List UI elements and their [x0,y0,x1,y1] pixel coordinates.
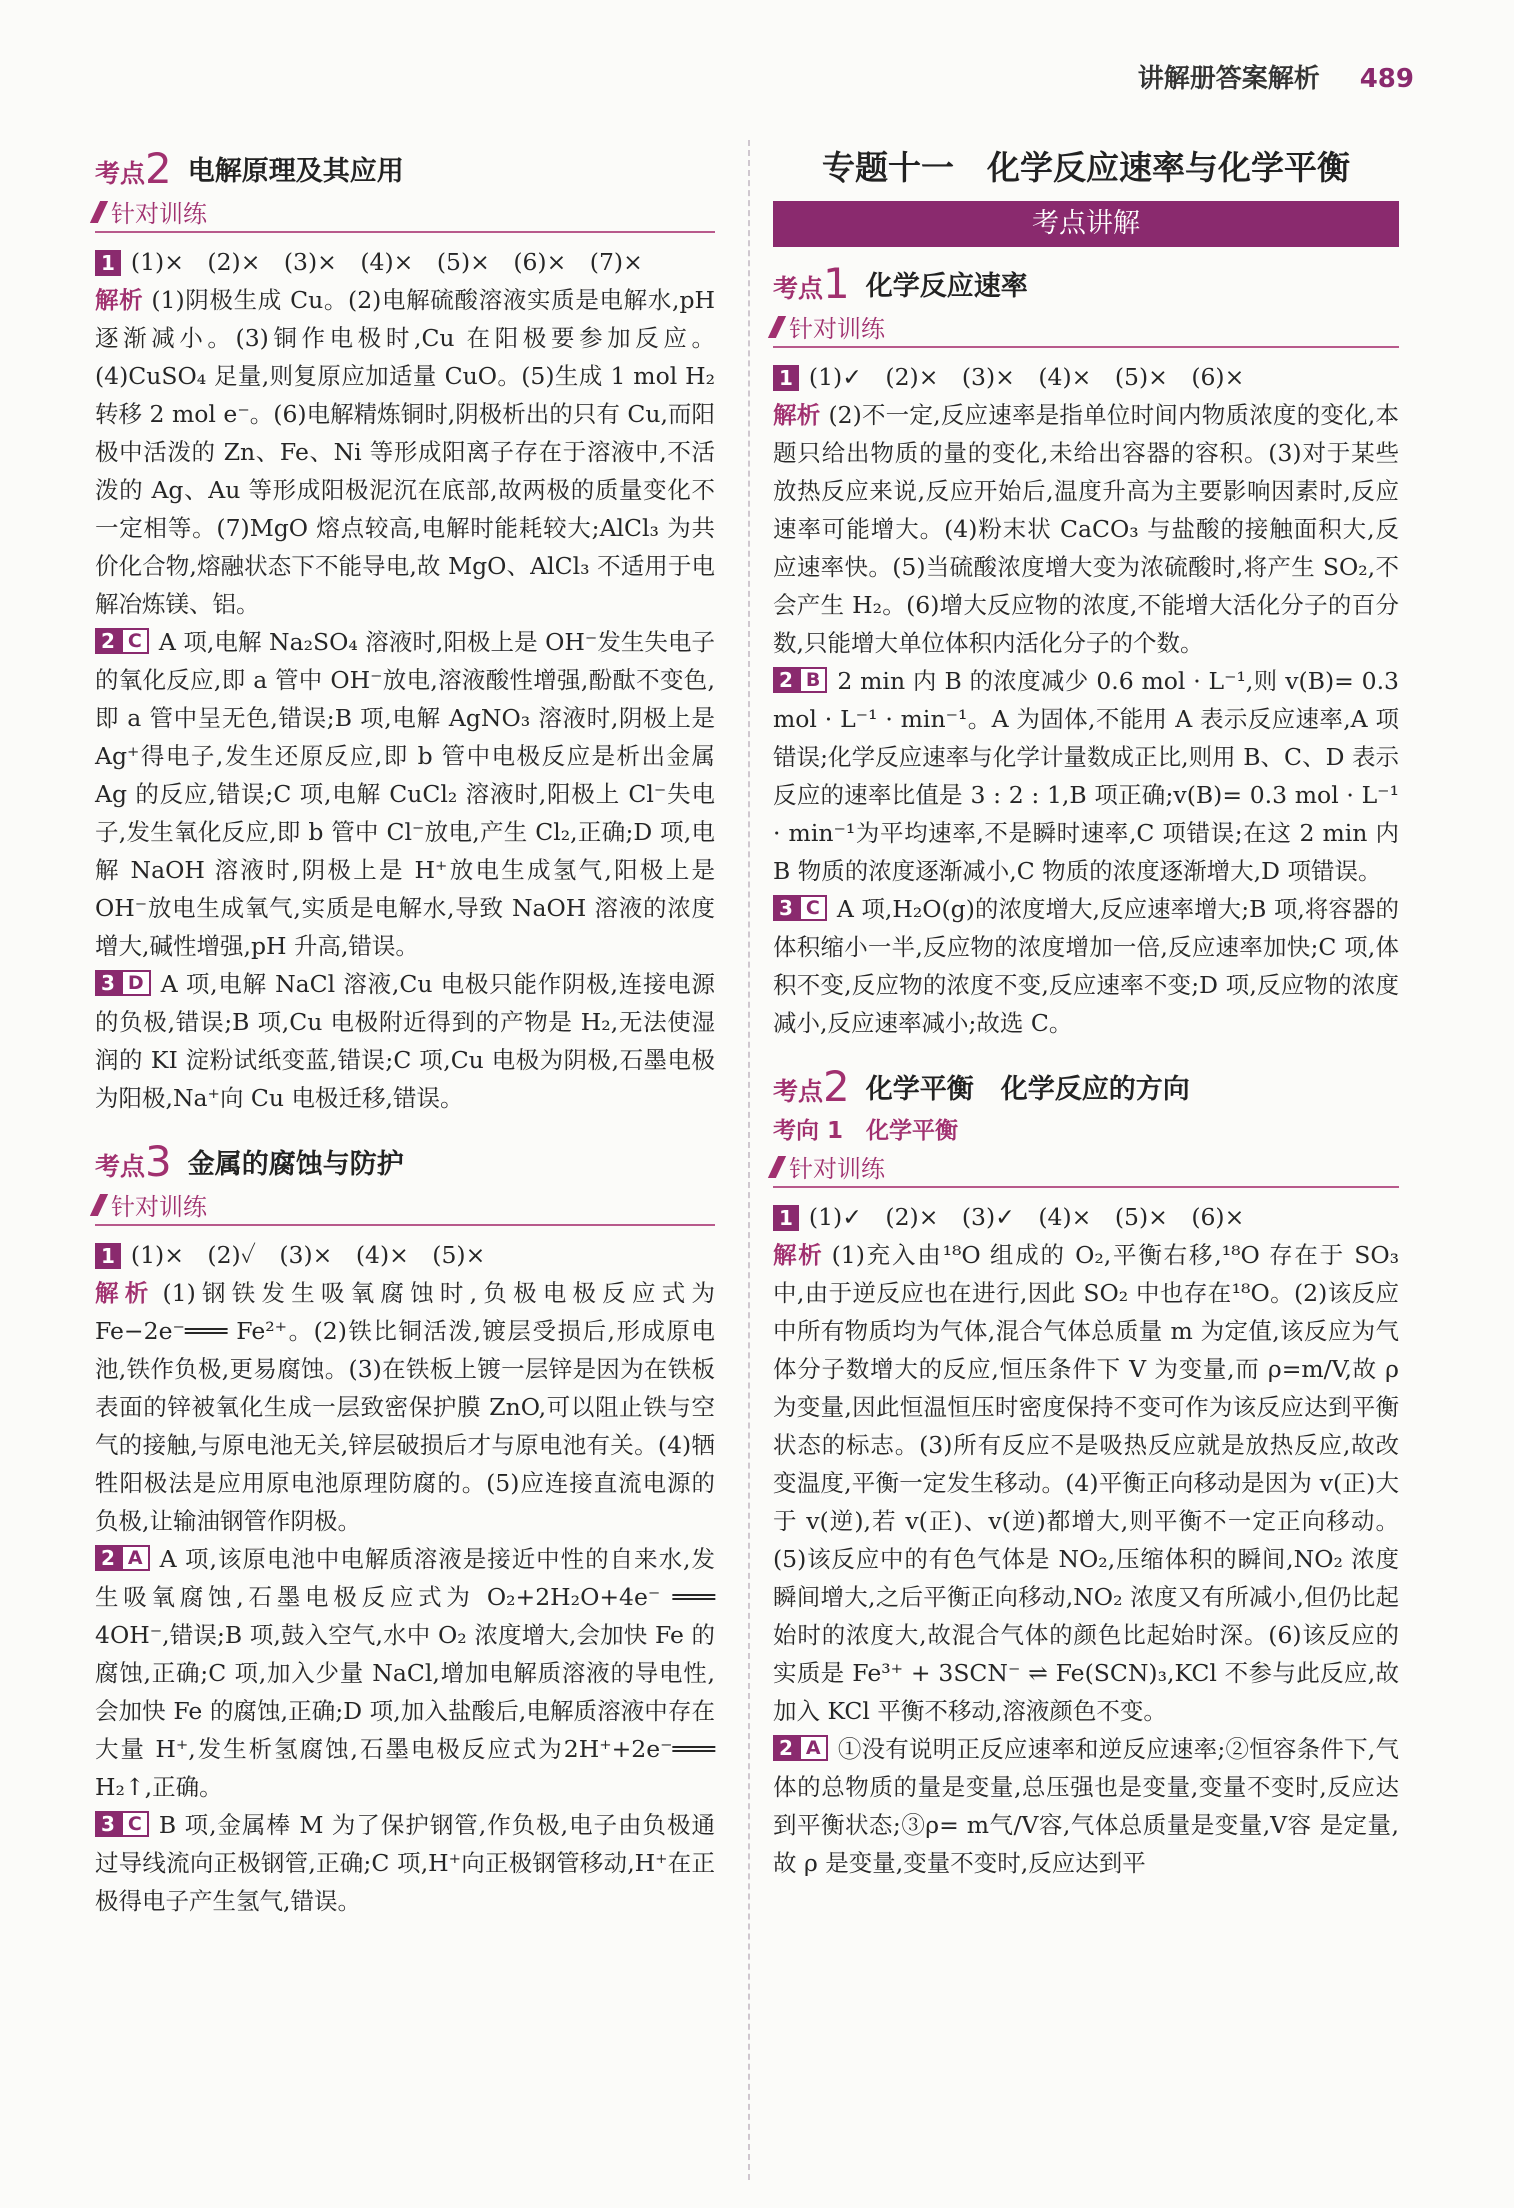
analysis-label: 解析 [773,1241,824,1269]
judgement-answers: (1)✓ (2)× (3)✓ (4)× (5)× (6)× [808,1203,1245,1231]
question-1 [95,1236,715,1274]
answer-letter: A [799,1735,828,1761]
analysis-text: (1)充入由¹⁸O 组成的 O₂,平衡右移,¹⁸O 存在于 SO₃ 中,由于逆反应也在进行,因此 SO₂ 中也存在¹⁸O。(2)该反应中所有物质均为气体,混合气体总质量 m 为定值,该反应为气体分子数增大的反应,恒压条件下 V 为变量,而 ρ=m/V,故 ρ 为变量,因此恒温恒压时密度保持不变可作为该反应达到平衡状态的标志。(3)所有反应不是吸热反应就是放热反应,故改变温度,平衡一定发生移动。(4)平衡正向移动是因为 v(正)大于 v(逆),若 v(正)、v(逆)都增大,则平衡不一定正向移动。(5)该反应中的有色气体是 NO₂,压缩体积的瞬间,NO₂ 浓度瞬间增大,之后平衡正向移动,NO₂ 浓度又有所减小,但仍比起始时的浓度大,故混合气体的颜色比起始时深。(6)该反应的实质是 Fe³⁺ + 3SCN⁻ ⇌ Fe(SCN)₃,KCl 不参与此反应,故加入 KCl 平衡不移动,溶液颜色不变。 [773,1241,1399,1725]
kaodian-number: 3 [145,1137,172,1186]
pen-icon [90,1194,108,1216]
question-number: 1 [95,250,121,276]
answer-text: 2 min 内 B 的浓度减少 0.6 mol · L⁻¹,则 v(B)= 0.3 mol · L⁻¹ · min⁻¹。A 为固体,不能用 A 表示反应速率,A 项错误;化学反应速率与化学计量数成正比,则用 B、C、D 表示反应的速率比值是 3 : 2 : 1,B 项正确;v(B)= 0.3 mol · L⁻¹ · min⁻¹为平均速率,不是瞬时速率,C 项错误;在这 2 min 内 B 物质的浓度逐渐减小,C 物质的浓度逐渐增大,D 项错误。 [773,667,1399,885]
kaodian-number: 1 [823,259,850,308]
training-label: 针对训练 [111,1193,207,1221]
analysis-label: 解析 [773,401,821,429]
page-number: 489 [1359,64,1414,94]
answer-badge [95,1811,149,1837]
question-2 [773,662,1399,890]
answer-badge [773,1735,828,1761]
judgement-answers: (1)× (2)× (3)× (4)× (5)× (6)× (7)× [130,248,643,276]
question-1 [95,243,715,281]
column-divider [748,140,750,2180]
question-3 [773,890,1399,1042]
question-number: 3 [773,895,799,921]
analysis-label: 解析 [95,1279,155,1307]
answer-badge [773,895,827,921]
left-column [95,142,715,1920]
analysis-1 [95,1274,715,1540]
answer-letter: C [799,895,827,921]
question-number: 3 [95,970,121,996]
question-number: 2 [95,1545,121,1571]
analysis-1 [773,396,1399,662]
answer-letter: C [121,628,149,654]
kaodian-number: 2 [823,1062,850,1111]
analysis-1 [773,1236,1399,1730]
analysis-1 [95,281,715,623]
answer-letter: C [121,1811,149,1837]
training-label: 针对训练 [111,200,207,228]
question-number: 2 [773,1735,799,1761]
section-title: 化学反应速率 [865,271,1028,302]
question-2 [773,1730,1399,1882]
section-title: 化学平衡 化学反应的方向 [865,1074,1190,1105]
answer-letter: A [121,1545,150,1571]
topic-banner: 考点讲解 [773,201,1399,247]
question-3 [95,965,715,1117]
answer-badge [773,667,827,693]
answer-text: A 项,电解 NaCl 溶液,Cu 电极只能作阴极,连接电源的负极,错误;B 项,Cu 电极附近得到的产物是 H₂,无法使湿润的 KI 淀粉试纸变蓝,错误;C 项,Cu 电极为阴极,石墨电极为阳极,Na⁺向 Cu 电极迁移,错误。 [95,970,715,1112]
kaodian-number: 2 [145,144,172,193]
question-1 [773,1198,1399,1236]
question-number: 1 [773,1205,799,1231]
kaodian-label: 考点 [773,274,824,303]
page-header [1138,58,1414,95]
judgement-answers: (1)× (2)✓ (3)× (4)× (5)× [130,1241,486,1269]
right-column [773,142,1399,1882]
section-heading [773,257,1399,308]
training-header [773,1149,1399,1188]
section-heading [773,1060,1399,1111]
answer-text: A 项,H₂O(g)的浓度增大,反应速率增大;B 项,将容器的体积缩小一半,反应物的浓度增加一倍,反应速率加快;C 项,体积不变,反应物的浓度不变,反应速率不变;D 项,反应物的浓度减小,反应速率减小;故选 C。 [773,895,1399,1037]
kaodian-label: 考点 [95,1152,146,1181]
question-2 [95,1540,715,1806]
training-label: 针对训练 [789,1155,885,1183]
answer-letter: B [799,667,827,693]
kaodian-label: 考点 [95,159,146,188]
question-number: 1 [95,1243,121,1269]
question-3 [95,1806,715,1920]
answer-badge [95,628,149,654]
training-label: 针对训练 [789,315,885,343]
answer-text: B 项,金属棒 M 为了保护钢管,作负极,电子由负极通过导线流向正极钢管,正确;C 项,H⁺向正极钢管移动,H⁺在正极得电子产生氢气,错误。 [95,1811,715,1915]
pen-icon [768,1156,786,1178]
question-number: 2 [773,667,799,693]
section-heading [95,142,715,193]
question-number: 2 [95,628,121,654]
analysis-text: (2)不一定,反应速率是指单位时间内物质浓度的变化,本题只给出物质的量的变化,未给出容器的容积。(3)对于某些放热反应来说,反应开始后,温度升高为主要影响因素时,反应速率可能增大。(4)粉末状 CaCO₃ 与盐酸的接触面积大,反应速率快。(5)当硫酸浓度增大变为浓硫酸时,将产生 SO₂,不会产生 H₂。(6)增大反应物的浓度,不能增大活化分子的百分数,只能增大单位体积内活化分子的个数。 [773,401,1400,657]
answer-text: A 项,电解 Na₂SO₄ 溶液时,阳极上是 OH⁻发生失电子的氧化反应,即 a 管中 OH⁻放电,溶液酸性增强,酚酞不变色,即 a 管中呈无色,错误;B 项,电解 AgNO₃ 溶液时,阴极上是 Ag⁺得电子,发生还原反应,即 b 管中电极反应是析出金属 Ag 的反应,错误;C 项,电解 CuCl₂ 溶液时,阳极上 Cl⁻失电子,发生氧化反应,即 b 管中 Cl⁻放电,产生 Cl₂,正确;D 项,电解 NaOH 溶液时,阴极上是 H⁺放电生成氢气,阳极上是 OH⁻放电生成氧气,实质是电解水,导致 NaOH 溶液的浓度增大,碱性增强,pH 升高,错误。 [95,628,715,960]
header-title: 讲解册答案解析 [1137,64,1320,94]
analysis-text: (1)阴极生成 Cu。(2)电解硫酸溶液实质是电解水,pH 逐渐减小。(3)铜作电极时,Cu 在阳极要参加反应。(4)CuSO₄ 足量,则复原应加适量 CuO。(5)生成 1 mol H₂ 转移 2 mol e⁻。(6)电解精炼铜时,阴极析出的只有 Cu,而阳极中活泼的 Zn、Fe、Ni 等形成阳离子存在于溶液中,不活泼的 Ag、Au 等形成阳极泥沉在底部,故两极的质量变化不一定相等。(7)MgO 熔点较高,电解时能耗较大;AlCl₃ 为共价化合物,熔融状态下不能导电,故 MgO、AlCl₃ 不适用于电解冶炼镁、铝。 [95,286,716,618]
answer-badge [95,1545,150,1571]
answer-letter: D [121,970,151,996]
question-2 [95,623,715,965]
section-title: 金属的腐蚀与防护 [187,1149,404,1180]
subtopic-heading: 考向 1 化学平衡 [773,1118,959,1144]
topic-title: 专题十一 化学反应速率与化学平衡 [822,148,1350,187]
answer-text: ①没有说明正反应速率和逆反应速率;②恒容条件下,气体的总物质的量是变量,总压强也是变量,变量不变时,反应达到平衡状态;③ρ= m气/V容,气体总质量是变量,V容 是定量,故 ρ 是变量,变量不变时,反应达到平 [773,1735,1399,1877]
analysis-label: 解析 [95,286,144,314]
pen-icon [768,316,786,338]
training-header [95,1187,715,1226]
question-number: 1 [773,365,799,391]
analysis-text: (1)钢铁发生吸氧腐蚀时,负极电极反应式为 Fe−2e⁻═══ Fe²⁺。(2)铁比铜活泼,镀层受损后,形成原电池,铁作负极,更易腐蚀。(3)在铁板上镀一层锌是因为在铁板表面的锌被氧化生成一层致密保护膜 ZnO,可以阻止铁与空气的接触,与原电池无关,锌层破损后才与原电池有关。(4)牺牲阳极法是应用原电池原理防腐的。(5)应连接直流电源的负极,让输油钢管作阴极。 [95,1279,716,1535]
pen-icon [90,201,108,223]
answer-badge [95,970,151,996]
question-number: 3 [95,1811,121,1837]
training-header [95,194,715,233]
kaodian-label: 考点 [773,1077,824,1106]
answer-text: A 项,该原电池中电解质溶液是接近中性的自来水,发生吸氧腐蚀,石墨电极反应式为 O₂+2H₂O+4e⁻ ═══ 4OH⁻,错误;B 项,鼓入空气,水中 O₂ 浓度增大,会加快 Fe 的腐蚀,正确;C 项,加入少量 NaCl,增加电解质溶液的导电性,会加快 Fe 的腐蚀,正确;D 项,加入盐酸后,电解质溶液中存在大量 H⁺,发生析氢腐蚀,石墨电极反应式为2H⁺+2e⁻═══ H₂↑,正确。 [95,1545,715,1801]
judgement-answers: (1)✓ (2)× (3)× (4)× (5)× (6)× [808,363,1245,391]
question-1 [773,358,1399,396]
training-header [773,309,1399,348]
section-title: 电解原理及其应用 [187,156,404,187]
section-heading [95,1135,715,1186]
